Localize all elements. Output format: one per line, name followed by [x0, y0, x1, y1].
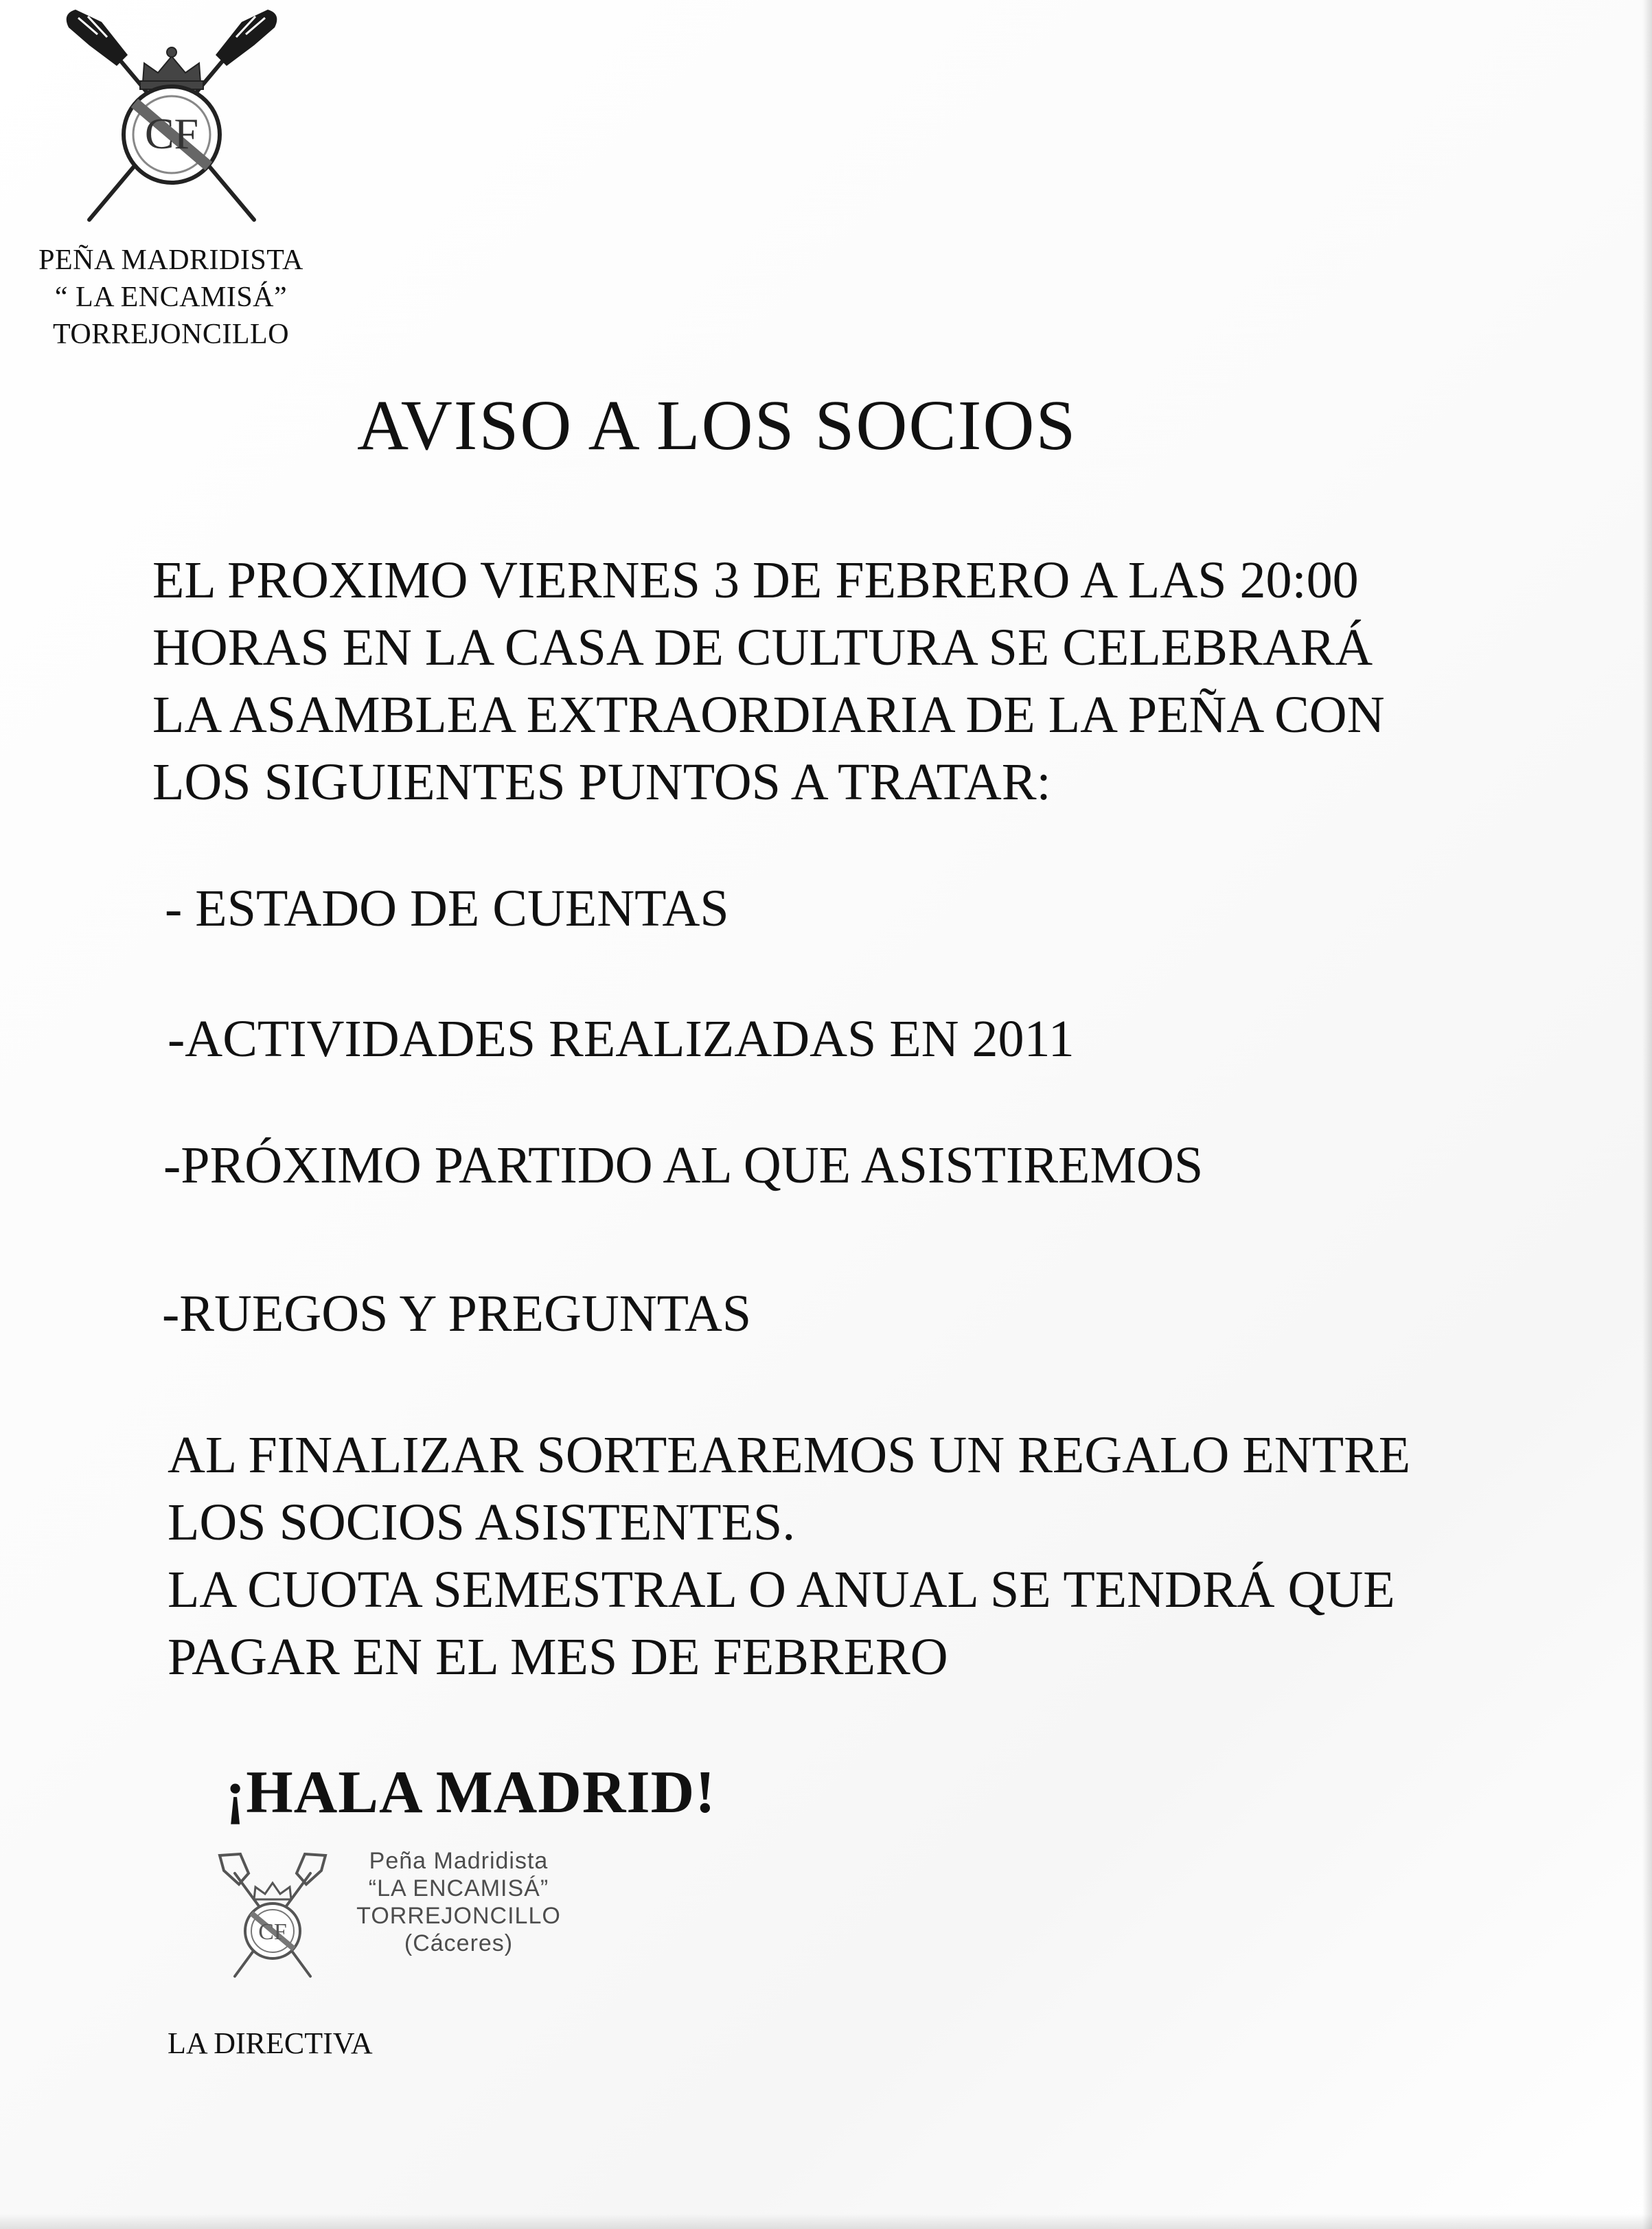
- intro-line-3: LA ASAMBLEA EXTRAORDIARIA DE LA PEÑA CON: [152, 686, 1385, 744]
- paper-shadow-bottom: [0, 2214, 1652, 2229]
- org-line-2: “ LA ENCAMISÁ”: [54, 282, 288, 313]
- org-line-1: PEÑA MADRIDISTA: [38, 244, 303, 276]
- intro-line-1: EL PROXIMO VIERNES 3 DE FEBRERO A LAS 20:00: [152, 551, 1359, 609]
- pena-crest-stamp-icon: [207, 1846, 338, 1983]
- organization-name: [10, 242, 332, 353]
- closing-line-3: LA CUOTA SEMESTRAL O ANUAL SE TENDRÁ QUE: [168, 1561, 1395, 1619]
- stamp-text: [342, 1847, 575, 1957]
- closing-paragraph: [168, 1421, 1410, 1691]
- agenda-item-next-match: -PRÓXIMO PARTIDO AL QUE ASISTIREMOS: [163, 1136, 1204, 1194]
- motto: ¡HALA MADRID!: [225, 1759, 716, 1826]
- svg-text:CF: CF: [144, 109, 199, 158]
- closing-line-1: AL FINALIZAR SORTEAREMOS UN REGALO ENTRE: [168, 1426, 1411, 1484]
- intro-line-4: LOS SIGUIENTES PUNTOS A TRATAR:: [152, 753, 1051, 811]
- stamp-line-1: Peña Madridista: [369, 1848, 549, 1874]
- paper-shadow-right: [1642, 0, 1652, 2229]
- agenda-item-accounts: - ESTADO DE CUENTAS: [165, 880, 729, 937]
- org-line-3: TORREJONCILLO: [52, 319, 290, 350]
- stamp-line-2: “LA ENCAMISÁ”: [368, 1875, 549, 1901]
- notice-title: AVISO A LOS SOCIOS: [357, 386, 1077, 465]
- agenda-item-questions: -RUEGOS Y PREGUNTAS: [162, 1285, 752, 1342]
- stamp-line-3: TORREJONCILLO: [356, 1903, 561, 1929]
- closing-line-2: LOS SOCIOS ASISTENTES.: [168, 1494, 796, 1551]
- club-stamp: [207, 1846, 592, 1983]
- closing-line-4: PAGAR EN EL MES DE FEBRERO: [168, 1628, 948, 1686]
- stamp-line-4: (Cáceres): [404, 1930, 514, 1956]
- pena-crest-logo-icon: [62, 7, 282, 233]
- signature: LA DIRECTIVA: [168, 2026, 373, 2060]
- agenda-item-activities: -ACTIVIDADES REALIZADAS EN 2011: [168, 1010, 1075, 1068]
- intro-line-2: HORAS EN LA CASA DE CULTURA SE CELEBRARÁ: [152, 619, 1373, 676]
- svg-text:CF: CF: [258, 1919, 287, 1945]
- intro-paragraph: [152, 547, 1385, 816]
